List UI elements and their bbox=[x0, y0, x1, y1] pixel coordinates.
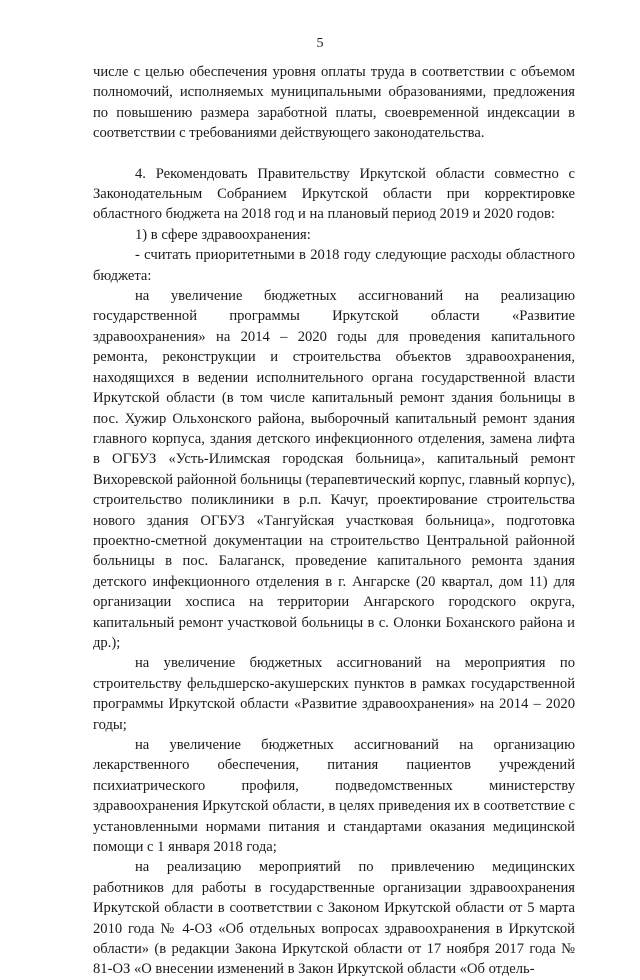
paragraph-capital-repair: на увеличение бюджетных ассигнований на реализацию государственной программы Иркутской области «Развитие здравоохранения» на 2014 – 2020 годы для проведения капитального ремонта, реконструкции и строительства объектов здравоохранения, находящихся в ведении исполнительного органа государственной власти Иркутской области (в том числе капитальный ремонт здания больницы в пос. Хужир Ольхонского района, выборочный капитальный ремонт здания главного корпуса, здания детского инфекционного отделения, замена лифта в ОГБУЗ «Усть-Илимская городская больница», капитальный ремонт Вихоревской районной больницы (терапевтический корпус, главный корпус), строительство поликлиники в р.п. Качуг, проектирование строительства нового здания ОГБУЗ «Тангуйская участковая больница», подготовка проектно-сметной документации на строительство Центральной районной больницы в пос. Балаганск, проведение капитального ремонта здания детского инфекционного отделения в г. Ангарске (20 квартал, дом 11) для организации хосписа на территории Ангарского городского округа, капитальный ремонт участковой больницы в с. Олонки Боханского района и др.); bbox=[93, 288, 575, 651]
paragraph-continuation: числе с целью обеспечения уровня оплаты труда в соответствии с объемом полномочий, исполняемых муниципальными образованиями, предложения по повышению размера заработной платы, своевременной индексации в соответствии с требованиями действующего законодательства. bbox=[93, 64, 575, 142]
document-body bbox=[93, 62, 575, 980]
paragraph-feldsher-points: на увеличение бюджетных ассигнований на мероприятия по строительству фельдшерско-акушерских пунктов в рамках государственной программы Иркутской области «Развитие здравоохранения» на 2014 – 2020 годы; bbox=[93, 655, 575, 733]
paragraph-drug-supply: на увеличение бюджетных ассигнований на организацию лекарственного обеспечения, питания пациентов учреждений психиатрического профиля, подведомственных министерству здравоохранения Иркутской области, в целях приведения их в соответствие с установленными нормами питания и стандартами оказания медицинской помощи с 1 января 2018 года; bbox=[93, 737, 575, 856]
page-number: 5 bbox=[316, 36, 324, 51]
paragraph-medical-staff: на реализацию мероприятий по привлечению медицинских работников для работы в государственные организации здравоохранения Иркутской области в соответствии с Законом Иркутской области от 5 марта 2010 года № 4-ОЗ «Об отдельных вопросах здравоохранения в Иркутской области» (в редакции Закона Иркутской области от 17 ноября 2017 года № 81-ОЗ «О внесении изменений в Закон Иркутской области «Об отдель- bbox=[93, 859, 575, 978]
paragraph-gap bbox=[93, 144, 575, 164]
paragraph-priority-expenses: - считать приоритетными в 2018 году следующие расходы областного бюджета: bbox=[93, 247, 575, 284]
paragraph-recommendation: 4. Рекомендовать Правительству Иркутской области совместно с Законодательным Собранием Иркутской области при корректировке областного бюджета на 2018 год и на плановый период 2019 и 2020 годов: bbox=[93, 165, 575, 223]
paragraph-healthcare-heading: 1) в сфере здравоохранения: bbox=[135, 226, 311, 243]
